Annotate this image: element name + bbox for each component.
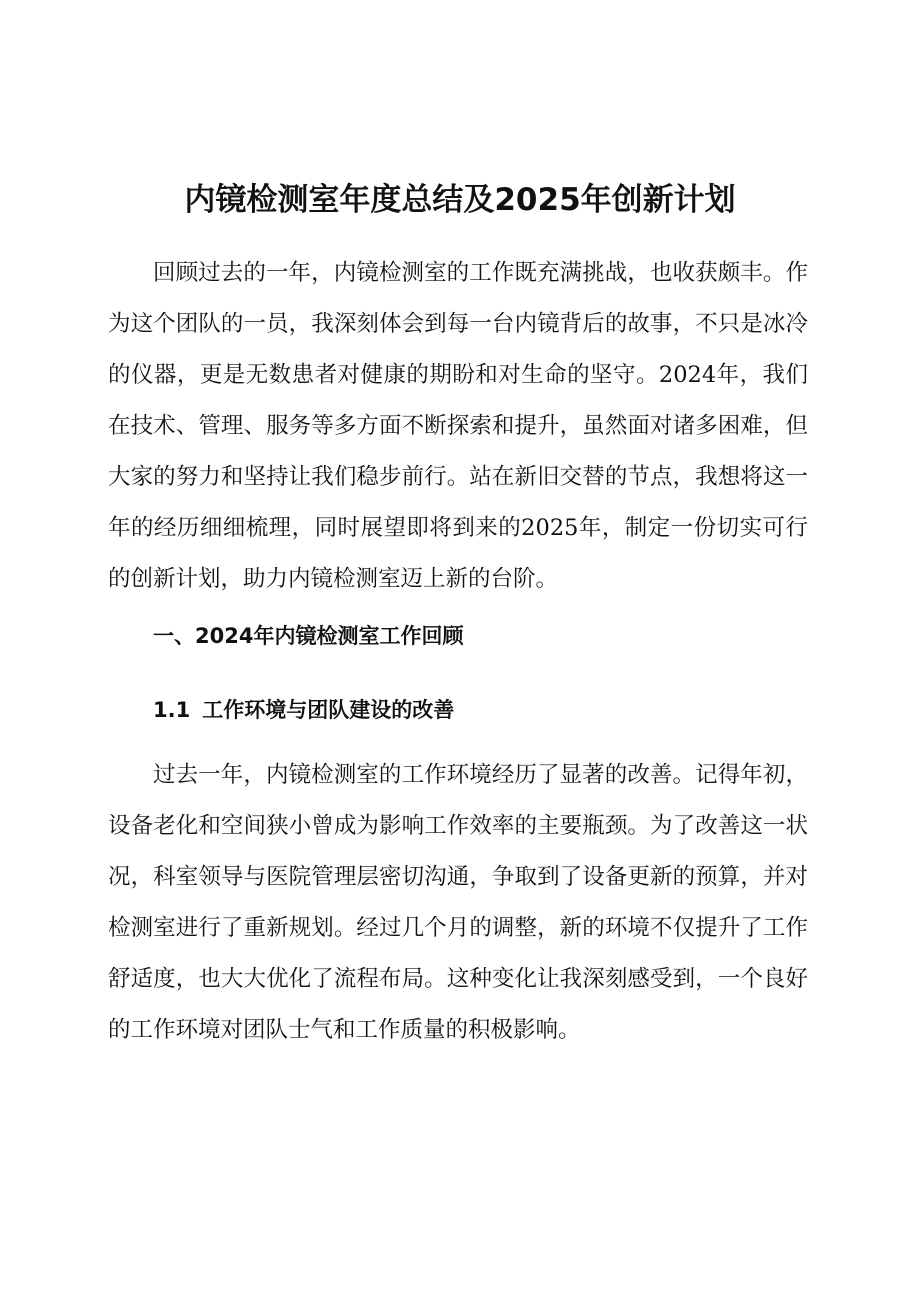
document-title: 内镜检测室年度总结及2025年创新计划 xyxy=(184,182,736,218)
subsection-number: 1.1 xyxy=(153,698,191,722)
environment-paragraph: 过去一年，内镜检测室的工作环境经历了显著的改善。记得年初，设备老化和空间狭小曾成为影响工作效率的主要瓶颈。为了改善这一状况，科室领导与医院管理层密切沟通，争取到了设备更新的预算，并对检测室进行了重新规划。经过几个月的调整，新的环境不仅提升了工作舒适度，也大大优化了流程布局。这种变化让我深刻感受到，一个良好的工作环境对团队士气和工作质量的积极影响。 xyxy=(108,762,808,1043)
section-heading: 一、2024年内镜检测室工作回顾 xyxy=(153,624,464,648)
intro-paragraph: 回顾过去的一年，内镜检测室的工作既充满挑战，也收获颇丰。作为这个团队的一员，我深刻体会到每一台内镜背后的故事，不只是冰冷的仪器，更是无数患者对健康的期盼和对生命的坚守。2024年，我们在技术、管理、服务等多方面不断探索和提升，虽然面对诸多困难，但大家的努力和坚持让我们稳步前行。站在新旧交替的节点，我想将这一年的经历细细梳理，同时展望即将到来的2025年，制定一份切实可行的创新计划，助力内镜检测室迈上新的台阶。 xyxy=(108,260,808,592)
subsection-title: 工作环境与团队建设的改善 xyxy=(202,698,455,722)
subsection-heading xyxy=(153,690,454,730)
